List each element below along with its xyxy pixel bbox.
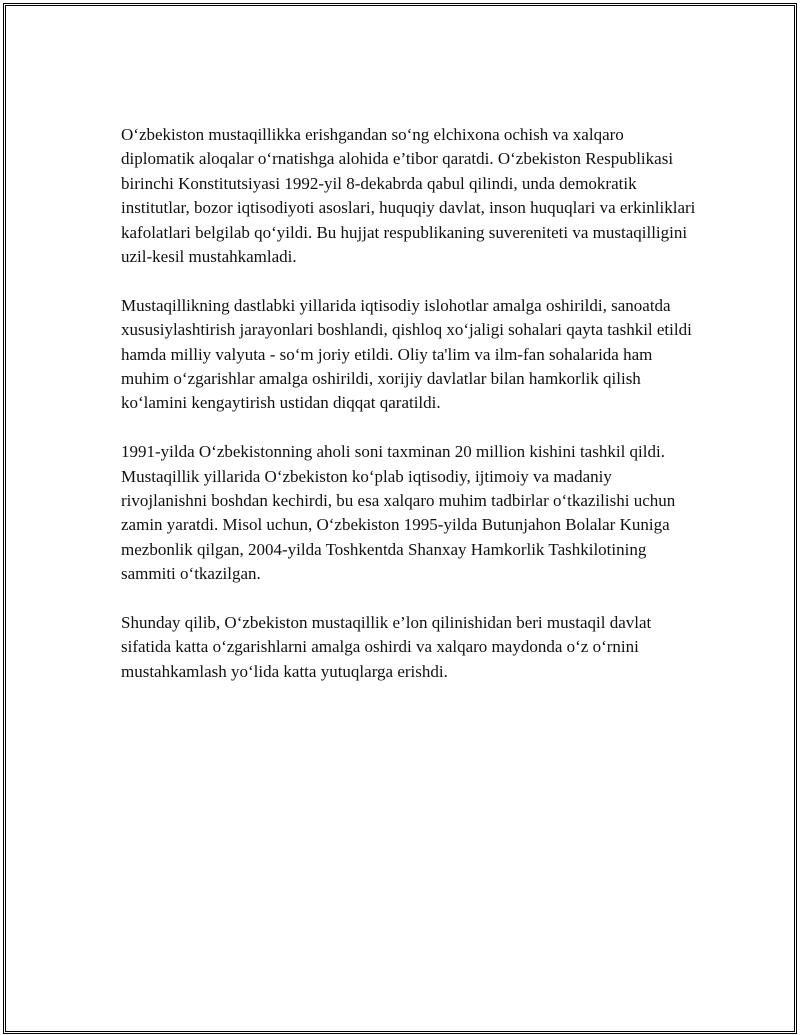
paragraph-constitution: O‘zbekiston mustaqillikka erishgandan so‘ng elchixona ochish va xalqaro diplomatik aloqalar o‘rnatishga alohida e’tibor qaratdi. O‘zbekiston Respublikasi birinchi Konstitutsiyasi 1992-yil 8-dekabrda qabul qilindi, unda demokratik institutlar, bozor iqtisodiyoti asoslari, huquqiy davlat, inson huquqlari va erkinliklari kafolatlari belgilab qo‘yildi. Bu hujjat respublikaning suvereniteti va mustaqilligini uzil-kesil mustahkamladi. <box>121 125 696 267</box>
page-frame <box>3 3 797 1034</box>
paragraph-conclusion: Shunday qilib, O‘zbekiston mustaqillik e’lon qilinishidan beri mustaqil davlat sifatida katta o‘zgarishlarni amalga oshirdi va xalqaro maydonda o‘z o‘rnini mustahkamlash yo‘lida katta yutuqlarga erishdi. <box>121 613 652 681</box>
paragraph-economic-reforms: Mustaqillikning dastlabki yillarida iqtisodiy islohotlar amalga oshirildi, sanoatda xususiylashtirish jarayonlari boshlandi, qishloq xo‘jaligi sohalari qayta tashkil etildi hamda milliy valyuta - so‘m joriy etildi. Oliy ta'lim va ilm-fan sohalarida ham muhim o‘zgarishlar amalga oshirildi, xorijiy davlatlar bilan hamkorlik qilish ko‘lamini kengaytirish ustidan diqqat qaratildi. <box>121 295 692 413</box>
document-body <box>121 123 701 709</box>
paragraph-population-events: 1991-yilda O‘zbekistonning aholi soni taxminan 20 million kishini tashkil qildi. Mustaqillik yillarida O‘zbekiston ko‘plab iqtisodiy, ijtimoiy va madaniy rivojlanishni boshdan kechirdi, bu esa xalqaro muhim tadbirlar o‘tkazilishi uchun zamin yaratdi. Misol uchun, O‘zbekiston 1995-yilda Butunjahon Bolalar Kuniga mezbonlik qilgan, 2004-yilda Toshkentda Shanxay Hamkorlik Tashkilotining sammiti o‘tkazilgan. <box>121 442 676 584</box>
